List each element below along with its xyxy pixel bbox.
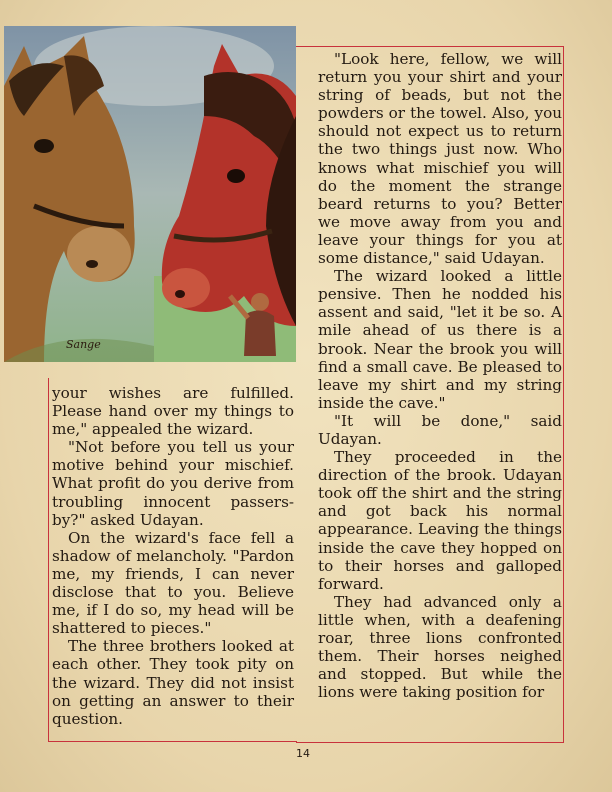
artist-signature: Sange: [66, 338, 101, 351]
paragraph: "Look here, fellow, we will return you your shirt and your string of beads, but not the powders or the towel. Also, you should not expect us to return the two things just now. Who knows what mischief you will do the moment the strange beard returns to you? Better we move away from you and leave your things for you at some distance," said Udayan.: [318, 50, 562, 268]
paragraph: "It will be done," said Udayan.: [318, 411, 562, 448]
horses-illustration: [4, 26, 296, 362]
paragraph: On the wizard's face fell a shadow of melancholy. "Pardon me, my friends, I can never disclose that to you. Believe me, if I do so, my head will be shattered to pieces.": [52, 528, 294, 638]
illustration-art: [4, 26, 296, 362]
paragraph: "Not before you tell us your motive behind your mischief. What profit do you derive from troubling innocent passers-by?" asked Udayan.: [52, 438, 294, 529]
page-number: 14: [296, 747, 310, 760]
left-text-column: [52, 384, 294, 728]
paragraph: your wishes are fulfilled. Please hand over my things to me," appealed the wizard.: [52, 384, 294, 439]
paragraph: The three brothers looked at each other. They took pity on the wizard. They did not insist on getting an answer to their question.: [52, 637, 294, 728]
right-text-column: [318, 50, 562, 701]
paragraph: The wizard looked a little pensive. Then he nodded his assent and said, "let it be so. A mile ahead of us there is a brook. Near the brook you will find a small cave. Be pleased to leave my shirt and my string inside the cave.": [318, 267, 562, 412]
paragraph: They proceeded in the direction of the brook. Udayan took off the shirt and the string and got back his normal appearance. Leaving the things inside the cave they hopped on to their horses and galloped forward.: [318, 448, 562, 593]
paragraph: They had advanced only a little when, with a deafening roar, three lions confronted them. Their horses neighed and stopped. But while the lions were taking position for: [318, 592, 562, 702]
